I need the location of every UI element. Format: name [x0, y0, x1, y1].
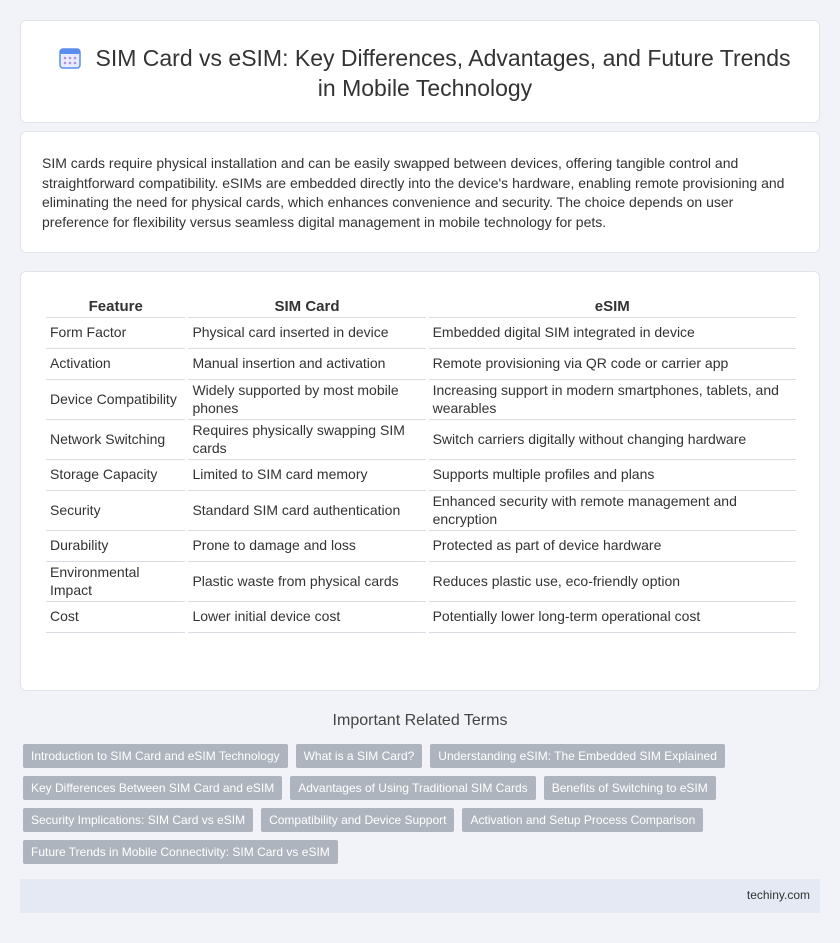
table-cell: Requires physically swapping SIM cards	[188, 420, 425, 460]
comparison-table-card	[20, 271, 820, 691]
table-row	[46, 420, 796, 460]
footer-site-link[interactable]: techiny.com	[746, 888, 810, 902]
header-card	[20, 20, 820, 123]
table-cell: Lower initial device cost	[188, 602, 425, 633]
footer	[20, 879, 820, 913]
page-title-text: SIM Card vs eSIM: Key Differences, Advantages, and Future Trends in Mobile Technology	[95, 45, 791, 101]
related-term-tag[interactable]: What is a SIM Card?	[296, 744, 423, 768]
column-header: Feature	[46, 294, 185, 318]
related-term-tag[interactable]: Security Implications: SIM Card vs eSIM	[23, 808, 253, 832]
table-row	[46, 562, 796, 602]
table-cell: Embedded digital SIM integrated in device	[429, 318, 796, 349]
table-cell: Prone to damage and loss	[188, 531, 425, 562]
table-row	[46, 380, 796, 420]
related-term-tag[interactable]: Benefits of Switching to eSIM	[544, 776, 716, 800]
intro-card	[20, 131, 820, 253]
column-header: SIM Card	[188, 294, 425, 318]
table-row	[46, 491, 796, 531]
table-cell: Switch carriers digitally without changing hardware	[429, 420, 796, 460]
table-row	[46, 318, 796, 349]
table-cell: Widely supported by most mobile phones	[188, 380, 425, 420]
comparison-table	[43, 294, 799, 633]
table-cell: Physical card inserted in device	[188, 318, 425, 349]
related-terms-title: Important Related Terms	[332, 712, 508, 729]
table-cell: Supports multiple profiles and plans	[429, 460, 796, 491]
table-header-row	[46, 294, 796, 318]
table-cell: Increasing support in modern smartphones, tablets, and wearables	[429, 380, 796, 420]
table-cell: Security	[46, 491, 185, 531]
table-cell: Environmental Impact	[46, 562, 185, 602]
related-term-tag[interactable]: Introduction to SIM Card and eSIM Technology	[23, 744, 288, 768]
related-term-tag[interactable]: Activation and Setup Process Comparison	[462, 808, 703, 832]
column-header: eSIM	[429, 294, 796, 318]
table-cell: Standard SIM card authentication	[188, 491, 425, 531]
table-cell: Potentially lower long-term operational cost	[429, 602, 796, 633]
table-cell: Form Factor	[46, 318, 185, 349]
table-cell: Remote provisioning via QR code or carrier app	[429, 349, 796, 380]
related-term-tag[interactable]: Advantages of Using Traditional SIM Cards	[290, 776, 535, 800]
table-row	[46, 460, 796, 491]
calendar-grid-icon	[59, 46, 81, 68]
related-term-tag[interactable]: Compatibility and Device Support	[261, 808, 454, 832]
related-terms-tags	[23, 744, 823, 872]
related-term-tag[interactable]: Key Differences Between SIM Card and eSIM	[23, 776, 282, 800]
table-cell: Limited to SIM card memory	[188, 460, 425, 491]
table-cell: Device Compatibility	[46, 380, 185, 420]
table-cell: Protected as part of device hardware	[429, 531, 796, 562]
intro-paragraph: SIM cards require physical installation and can be easily swapped between devices, offering tangible control and straightforward compatibility. eSIMs are embedded directly into the device's hardware, enabling remote provisioning and eliminating the need for physical cards, which enhances convenience and security. The choice depends on user preference for flexibility versus seamless digital management in mobile technology for pets.	[42, 155, 785, 230]
related-term-tag[interactable]: Understanding eSIM: The Embedded SIM Explained	[430, 744, 725, 768]
table-cell: Activation	[46, 349, 185, 380]
table-cell: Plastic waste from physical cards	[188, 562, 425, 602]
related-term-tag[interactable]: Future Trends in Mobile Connectivity: SIM Card vs eSIM	[23, 840, 338, 864]
table-row	[46, 602, 796, 633]
table-row	[46, 531, 796, 562]
page-title	[51, 43, 799, 103]
table-cell: Durability	[46, 531, 185, 562]
table-cell: Enhanced security with remote management and encryption	[429, 491, 796, 531]
table-row	[46, 349, 796, 380]
table-cell: Network Switching	[46, 420, 185, 460]
table-cell: Cost	[46, 602, 185, 633]
table-cell: Storage Capacity	[46, 460, 185, 491]
table-cell: Reduces plastic use, eco-friendly option	[429, 562, 796, 602]
table-cell: Manual insertion and activation	[188, 349, 425, 380]
